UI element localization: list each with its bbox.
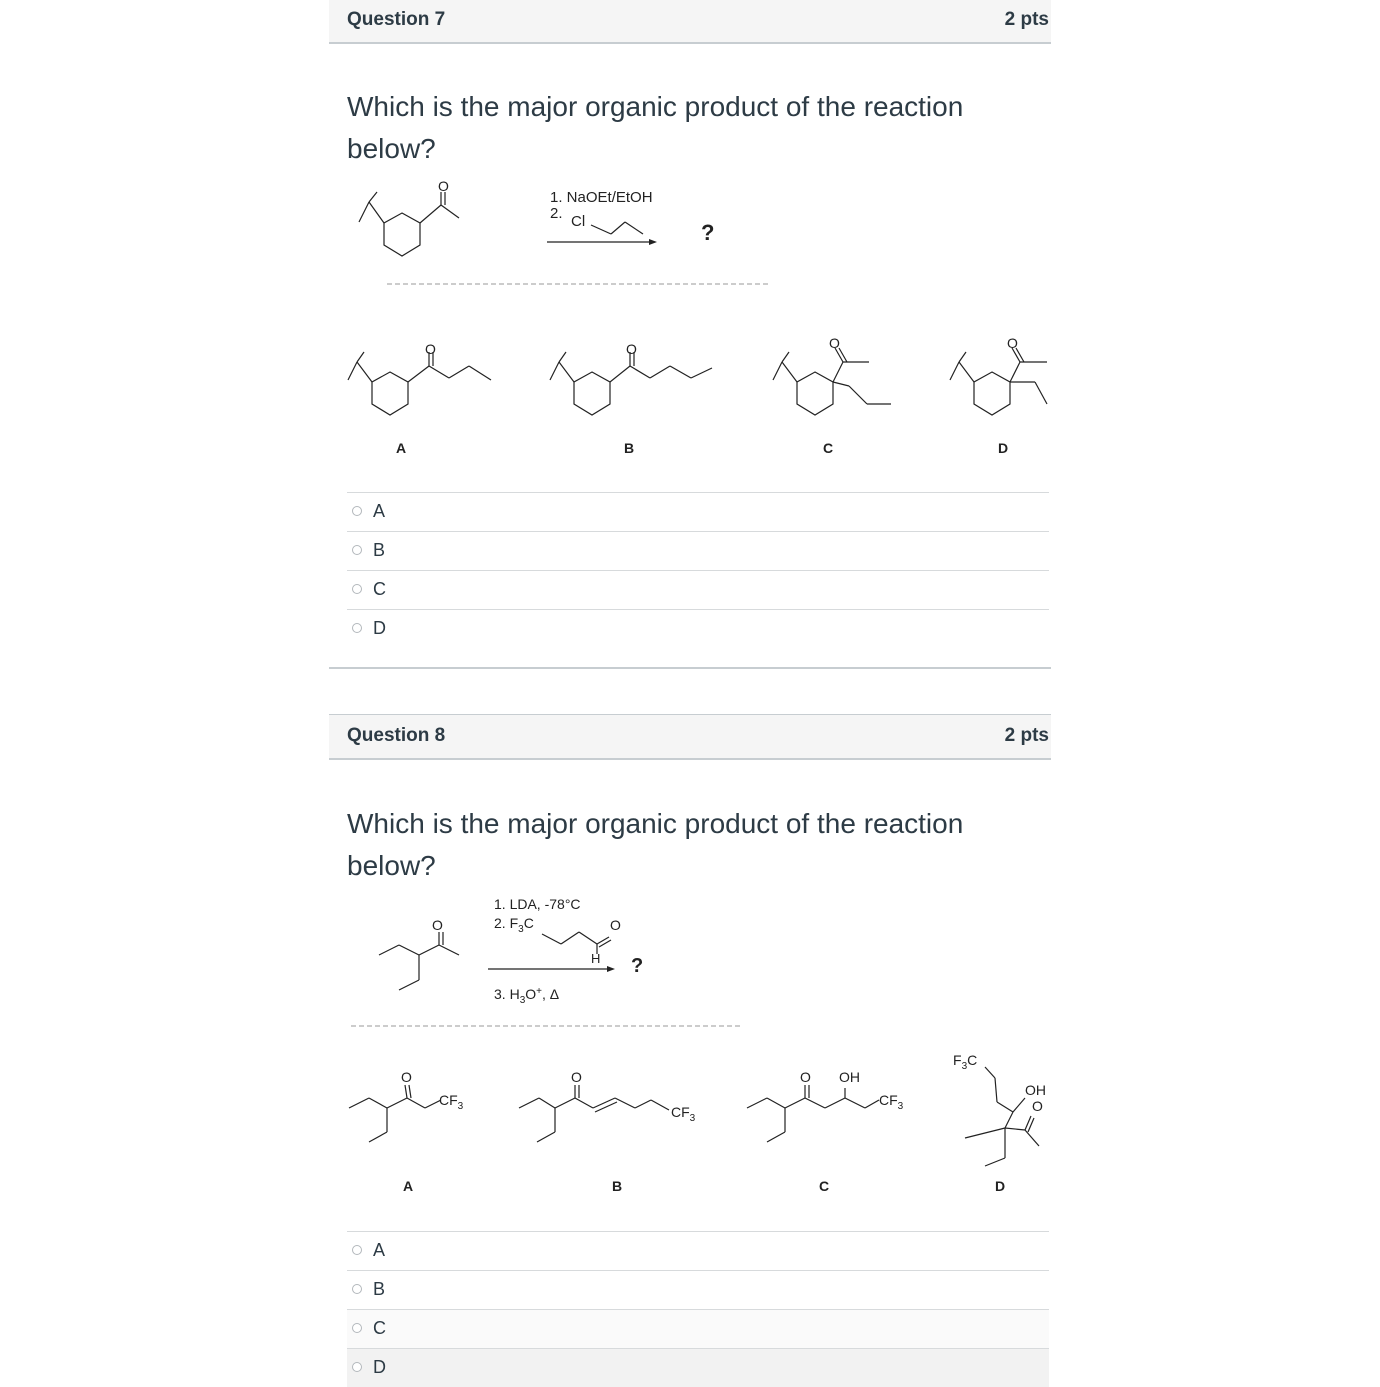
structure-label-b: B xyxy=(624,440,635,456)
cf3-label: $CF_3$ xyxy=(879,1092,904,1112)
answer-option-d[interactable] xyxy=(347,609,1049,648)
question-title: Question 7 xyxy=(347,9,446,30)
structure-a xyxy=(349,1085,441,1142)
reaction-scheme xyxy=(329,170,1051,295)
structure-b xyxy=(550,352,712,415)
structure-d xyxy=(950,348,1047,415)
answer-structures xyxy=(329,1050,1051,1200)
oxygen-label: O xyxy=(1007,335,1018,351)
oxygen-label: O xyxy=(571,1069,582,1085)
reagent-step-2: 2. $F_3C$ xyxy=(494,915,534,935)
question-header xyxy=(329,0,1051,44)
radio-button[interactable] xyxy=(352,506,362,516)
structure-label-a: A xyxy=(396,440,407,456)
carbonyl-oxygen-label: O xyxy=(432,917,443,933)
cyclohexane-ring xyxy=(384,213,420,256)
cf3-label: $CF_3$ xyxy=(671,1104,696,1124)
answer-list xyxy=(347,492,1049,648)
radio-button[interactable] xyxy=(352,545,362,555)
radio-button[interactable] xyxy=(352,623,362,633)
answer-option-a[interactable] xyxy=(347,1231,1049,1270)
answer-option-b[interactable] xyxy=(347,1270,1049,1309)
radio-button[interactable] xyxy=(352,1362,362,1372)
structure-label-c: C xyxy=(823,440,834,456)
radio-button[interactable] xyxy=(352,1284,362,1294)
answer-list xyxy=(347,1231,1049,1387)
radio-button[interactable] xyxy=(352,584,362,594)
radio-button[interactable] xyxy=(352,1245,362,1255)
answer-label: A xyxy=(373,1240,386,1260)
radio-button[interactable] xyxy=(352,1323,362,1333)
oxygen-label: O xyxy=(1032,1098,1043,1114)
structure-label-d: D xyxy=(995,1178,1006,1194)
aldehyde-oxygen-label: O xyxy=(610,917,621,933)
answer-label: B xyxy=(373,1279,386,1299)
question-header xyxy=(329,714,1051,760)
answer-option-c[interactable] xyxy=(347,570,1049,609)
aldehyde-h-label: H xyxy=(591,951,601,966)
answer-label: D xyxy=(373,618,386,638)
product-unknown-mark: ? xyxy=(701,220,715,245)
answer-label: C xyxy=(373,1318,386,1338)
cf3-label: $CF_3$ xyxy=(439,1092,464,1112)
f3c-label: $F_3C$ xyxy=(953,1052,978,1072)
oxygen-label: O xyxy=(626,341,637,357)
answer-option-d[interactable] xyxy=(347,1348,1049,1387)
structure-label-d: D xyxy=(998,440,1009,456)
hydroxyl-label: OH xyxy=(839,1069,860,1085)
reaction-scheme xyxy=(329,890,1051,1034)
question-points: 2 pts xyxy=(1004,9,1049,30)
reagent-step-3: 3. $H_3O^+$, Δ xyxy=(494,986,560,1006)
structure-b xyxy=(519,1085,669,1142)
question-divider xyxy=(329,667,1051,669)
answer-label: D xyxy=(373,1357,386,1377)
oxygen-label: O xyxy=(829,335,840,351)
structure-label-b: B xyxy=(612,1178,623,1194)
reagent-step-2-number: 2. xyxy=(550,205,563,222)
question-points: 2 pts xyxy=(1004,725,1049,746)
reagent-step-1: 1. LDA, -78°C xyxy=(494,896,581,912)
hydroxyl-label: OH xyxy=(1025,1082,1046,1098)
oxygen-label: O xyxy=(425,341,436,357)
structure-c xyxy=(773,348,891,415)
oxygen-label: O xyxy=(800,1069,811,1085)
answer-structures xyxy=(329,330,1051,465)
question-text: Which is the major organic product of the reaction below? xyxy=(347,808,964,881)
reagent-step-1: 1. NaOEt/EtOH xyxy=(550,189,653,206)
answer-option-a[interactable] xyxy=(347,492,1049,531)
question-text: Which is the major organic product of the reaction below? xyxy=(347,91,964,164)
answer-option-b[interactable] xyxy=(347,531,1049,570)
answer-label: A xyxy=(373,501,386,521)
reagent-chloride-label: Cl xyxy=(571,213,586,230)
question-title: Question 8 xyxy=(347,725,446,746)
oxygen-label: O xyxy=(401,1069,412,1085)
product-unknown-mark: ? xyxy=(631,955,644,977)
answer-option-c[interactable] xyxy=(347,1309,1049,1348)
structure-a xyxy=(348,352,491,415)
structure-label-a: A xyxy=(403,1178,414,1194)
answer-label: B xyxy=(373,540,386,560)
answer-label: C xyxy=(373,579,386,599)
carbonyl-oxygen-label: O xyxy=(438,178,449,194)
structure-label-c: C xyxy=(819,1178,830,1194)
structure-c xyxy=(747,1085,879,1142)
